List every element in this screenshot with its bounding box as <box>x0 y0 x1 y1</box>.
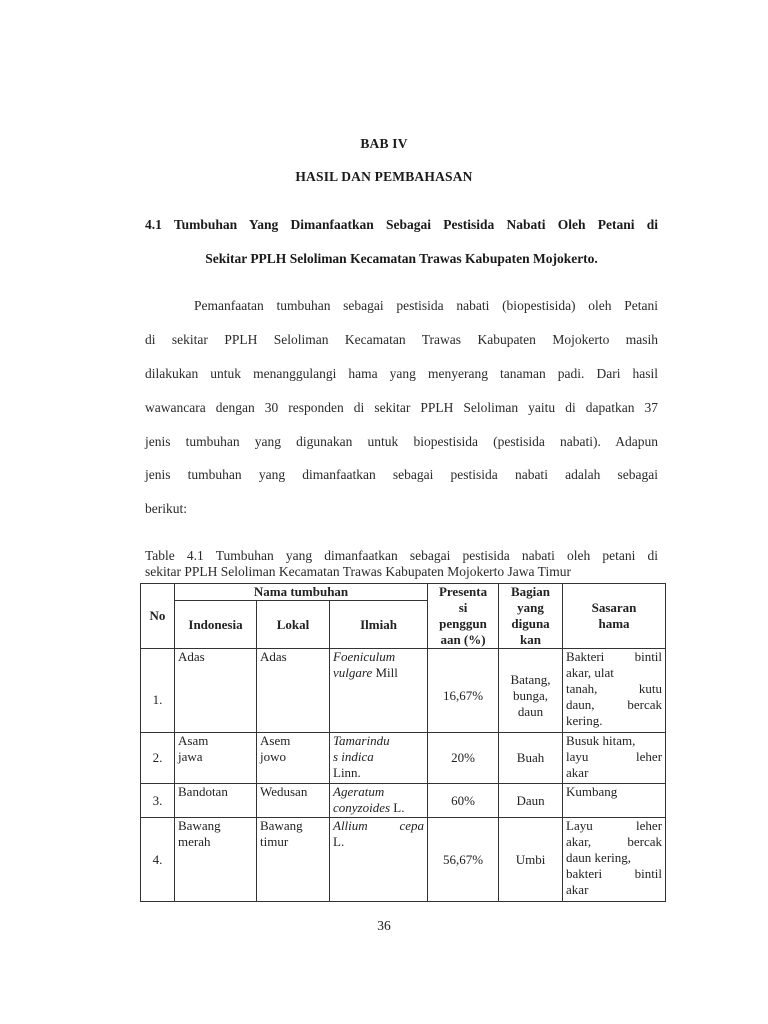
cell-text: akar <box>566 882 589 897</box>
chapter-label: BAB IV <box>360 136 408 151</box>
cell-text: jawa <box>178 749 203 764</box>
header-lokal: Lokal <box>257 601 330 649</box>
cell-persen: 20% <box>428 733 499 784</box>
plants-table <box>140 583 666 902</box>
cell-bagian <box>499 649 563 733</box>
cell-text: Asam <box>178 733 209 748</box>
cell-sasaran <box>563 733 666 784</box>
cell-no: 2. <box>141 733 175 784</box>
cell-no: 3. <box>141 784 175 818</box>
cell-persen: 56,67% <box>428 818 499 902</box>
paragraph-line: jenis tumbuhan yang digunakan untuk biopestisida (pestisida nabati). Adapun <box>145 434 658 449</box>
cell-text: bunga, <box>513 687 549 703</box>
cell-text: daun <box>517 703 544 719</box>
cell-text: Asem <box>260 733 291 748</box>
cell-sasaran <box>563 818 666 902</box>
header-bagian <box>499 584 563 649</box>
cell-indonesia <box>175 818 257 902</box>
scientific-name: Foeniculum <box>333 649 396 664</box>
scientific-name <box>333 800 424 816</box>
header-text: yang <box>517 600 544 615</box>
cell-persen: 60% <box>428 784 499 818</box>
header-text: aan (%) <box>440 632 486 647</box>
cell-bagian: Umbi <box>499 818 563 902</box>
cell-text: Busuk hitam, <box>566 733 636 748</box>
scientific-name: Allium cepa <box>333 818 425 833</box>
cell-text: daun, bercak <box>566 697 663 712</box>
scientific-name: Ageratum <box>333 784 385 799</box>
header-text: penggun <box>439 616 487 631</box>
header-text: diguna <box>511 616 550 631</box>
cell-text: Batang, <box>510 671 551 687</box>
table-row <box>141 649 666 733</box>
cell-bagian: Daun <box>499 784 563 818</box>
cell-text: tanah, kutu <box>566 681 663 696</box>
table-row <box>141 733 666 784</box>
cell-text: Layu leher <box>566 818 663 833</box>
cell-no: 1. <box>141 649 175 733</box>
header-no: No <box>141 584 175 649</box>
table-row <box>141 784 666 818</box>
paragraph-line: Pemanfaatan tumbuhan sebagai pestisida nabati (biopestisida) oleh Petani <box>194 298 658 313</box>
cell-text: akar, bercak <box>566 834 663 849</box>
header-text: kan <box>520 632 542 647</box>
page-number: 36 <box>377 918 391 933</box>
cell-indonesia <box>175 733 257 784</box>
scientific-name-italic: conyzoides <box>333 800 391 815</box>
section-heading-line-2: Sekitar PPLH Seloliman Kecamatan Trawas Kabupaten Mojokerto. <box>205 251 598 266</box>
cell-bagian: Buah <box>499 733 563 784</box>
paragraph-line: di sekitar PPLH Seloliman Kecamatan Trawas Kabupaten Mojokerto masih <box>145 332 658 347</box>
paragraph-line: dilakukan untuk menanggulangi hama yang menyerang tanaman padi. Dari hasil <box>145 366 658 381</box>
header-indonesia: Indonesia <box>175 601 257 649</box>
table-row <box>141 818 666 902</box>
cell-text: akar, ulat <box>566 665 614 680</box>
cell-text: Bawang <box>260 818 303 833</box>
scientific-name: s indica <box>333 749 374 764</box>
cell-text: Bakteri bintil <box>566 649 663 664</box>
scientific-name-author: Linn. <box>333 765 361 780</box>
cell-text: merah <box>178 834 211 849</box>
paragraph-line: berikut: <box>145 501 187 516</box>
cell-ilmiah <box>330 649 428 733</box>
header-text: hama <box>598 616 630 631</box>
chapter-title: HASIL DAN PEMBAHASAN <box>295 169 473 184</box>
header-nama-tumbuhan: Nama tumbuhan <box>175 584 428 601</box>
cell-persen: 16,67% <box>428 649 499 733</box>
table-caption-line-2: sekitar PPLH Seloliman Kecamatan Trawas Kabupaten Mojokerto Jawa Timur <box>145 564 571 579</box>
paragraph-line: wawancara dengan 30 responden di sekitar PPLH Seloliman yaitu di dapatkan 37 <box>145 400 658 415</box>
paragraph-line: jenis tumbuhan yang dimanfaatkan sebagai pestisida nabati adalah sebagai <box>145 467 658 482</box>
cell-sasaran <box>563 649 666 733</box>
cell-sasaran: Kumbang <box>563 784 666 818</box>
cell-text: Bawang <box>178 818 221 833</box>
cell-text: daun kering, <box>566 850 632 865</box>
header-text: si <box>458 600 468 615</box>
cell-lokal: Wedusan <box>257 784 330 818</box>
cell-ilmiah <box>330 784 428 818</box>
cell-text: timur <box>260 834 289 849</box>
cell-text: akar <box>566 765 589 780</box>
scientific-name <box>333 665 424 681</box>
cell-indonesia: Bandotan <box>175 784 257 818</box>
table-caption-line-1: Table 4.1 Tumbuhan yang dimanfaatkan sebagai pestisida nabati oleh petani di <box>145 548 658 563</box>
scientific-name-author: Mill <box>372 665 398 680</box>
cell-ilmiah <box>330 818 428 902</box>
header-text: Bagian <box>511 584 551 599</box>
table-header-row <box>141 584 666 601</box>
header-ilmiah: Ilmiah <box>330 601 428 649</box>
header-text: Presenta <box>438 584 488 599</box>
cell-lokal <box>257 818 330 902</box>
cell-text: kering. <box>566 713 603 728</box>
header-text: Sasaran <box>591 600 637 615</box>
scientific-name-author: L. <box>333 834 345 849</box>
cell-lokal <box>257 733 330 784</box>
cell-text: layu leher <box>566 749 663 764</box>
scientific-name-italic: vulgare <box>333 665 373 680</box>
scientific-name-author: L. <box>390 800 405 815</box>
cell-ilmiah <box>330 733 428 784</box>
section-heading-line-1: 4.1 Tumbuhan Yang Dimanfaatkan Sebagai Pestisida Nabati Oleh Petani di <box>145 217 658 232</box>
cell-text: bakteri bintil <box>566 866 663 881</box>
header-sasaran <box>563 584 666 649</box>
header-presentase <box>428 584 499 649</box>
cell-indonesia: Adas <box>175 649 257 733</box>
scientific-name: Tamarindu <box>333 733 390 748</box>
cell-lokal: Adas <box>257 649 330 733</box>
cell-text: jowo <box>260 749 286 764</box>
cell-no: 4. <box>141 818 175 902</box>
